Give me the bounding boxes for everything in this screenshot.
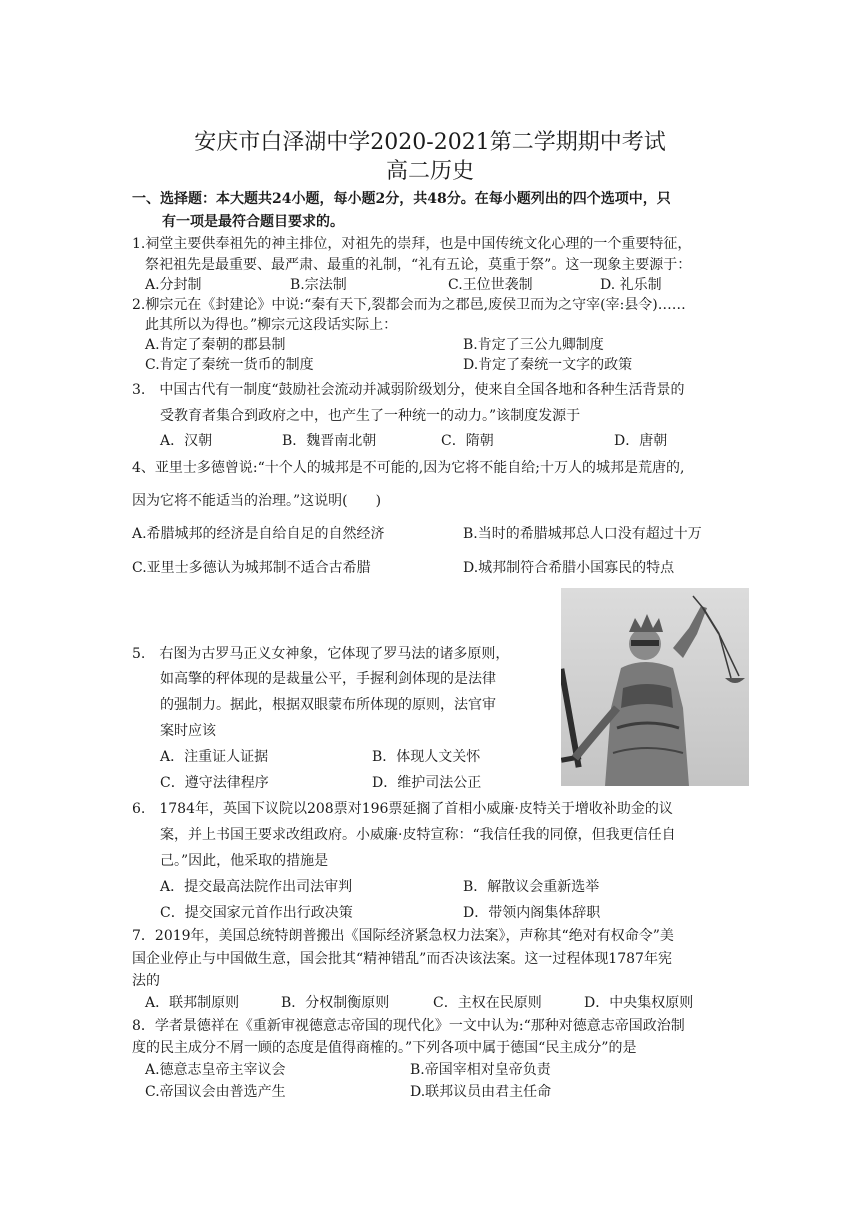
q8-option-a: A.德意志皇帝主宰议会 — [145, 1062, 286, 1078]
q2-option-d: D.肯定了秦统一文字的政策 — [463, 357, 633, 373]
q6-text-3: 己。”因此，他采取的措施是 — [160, 853, 329, 869]
q7-text-2: 国企业停止与中国做生意，国会批其“精神错乱”而否决该法案。这一过程体现1787年宪 — [132, 951, 672, 967]
q6-option-d: D．带领内阁集体辞职 — [463, 905, 601, 921]
q2-option-c: C.肯定了秦统一货币的制度 — [145, 357, 314, 373]
q4-text-2: 因为它将不能适当的治理。”这说明( ) — [132, 493, 382, 509]
q1-option-c: C.王位世袭制 — [448, 277, 533, 293]
section-heading: 一、选择题：本大题共24小题，每小题2分，共48分。在每小题列出的四个选项中，只 — [132, 191, 671, 207]
q3-option-a: A．汉朝 — [160, 433, 213, 449]
q3-option-d: D．唐朝 — [614, 433, 668, 449]
q4-option-a: A.希腊城邦的经济是自给自足的自然经济 — [132, 526, 385, 542]
q6-text-2: 案，并上书国王要求改组政府。小威廉·皮特宣称：“我信任我的同僚，但我更信任自 — [160, 827, 676, 843]
section-heading-cont: 有一项是最符合题目要求的。 — [162, 214, 344, 230]
q1-option-b: B.宗法制 — [290, 277, 347, 293]
q7-text-3: 法的 — [132, 973, 160, 989]
q7-text-1: 7．2019年，美国总统特朗普搬出《国际经济紧急权力法案》，声称其“绝对有权命令”美 — [132, 928, 674, 944]
q3-text-2: 受教育者集合到政府之中，也产生了一种统一的动力。”该制度发源于 — [160, 408, 581, 424]
q2-text-2: 此其所以为得也。”柳宗元这段话实际上： — [145, 317, 398, 333]
q8-option-d: D.联邦议员由君主任命 — [410, 1084, 552, 1100]
q3-text-1: 3. 中国古代有一制度“鼓励社会流动并减弱阶级划分，使来自全国各地和各种生活背景的 — [132, 382, 685, 398]
q4-text-1: 4、亚里士多德曾说:“十个人的城邦是不可能的,因为它将不能自给;十万人的城邦是荒唐的, — [132, 460, 685, 476]
q2-option-b: B.肯定了三公九卿制度 — [463, 337, 604, 353]
q1-text-1: 1.祠堂主要供奉祖先的神主排位，对祖先的崇拜，也是中国传统文化心理的一个重要特征， — [132, 236, 692, 252]
q5-text-4: 案时应该 — [160, 723, 216, 739]
q5-option-b: B．体现人文关怀 — [372, 749, 481, 765]
q1-text-2: 祭祀祖先是最重要、最严肃、最重的礼制，“礼有五论，莫重于祭”。这一现象主要源于： — [145, 257, 692, 273]
exam-title: 安庆市白泽湖中学2020-2021第二学期期中考试 — [194, 130, 666, 155]
q7-option-c: C．主权在民原则 — [433, 995, 542, 1011]
exam-subtitle: 高二历史 — [385, 159, 474, 184]
q2-text-1: 2.柳宗元在《封建论》中说:“秦有天下,裂都会而为之郡邑,废侯卫而为之守宰(宰:县令)…… — [132, 297, 686, 313]
q8-text-1: 8．学者景德祥在《重新审视德意志帝国的现代化》一文中认为:“那种对德意志帝国政治制 — [132, 1018, 685, 1034]
q4-option-d: D.城邦制符合希腊小国寡民的特点 — [463, 560, 675, 576]
q8-text-2: 度的民主成分不屑一顾的态度是值得商榷的。”下列各项中属于德国“民主成分”的是 — [132, 1040, 637, 1056]
justice-statue-image — [561, 588, 749, 786]
q1-option-d: D. 礼乐制 — [600, 277, 662, 293]
q5-text-3: 的强制力。据此，根据双眼蒙布所体现的原则，法官审 — [160, 697, 496, 713]
q8-option-b: B.帝国宰相对皇帝负责 — [410, 1062, 551, 1078]
q2-option-a: A.肯定了秦朝的郡县制 — [145, 337, 286, 353]
q6-option-c: C．提交国家元首作出行政决策 — [160, 905, 353, 921]
q6-option-a: A．提交最高法院作出司法审判 — [160, 879, 353, 895]
q5-option-d: D．维护司法公正 — [372, 775, 482, 791]
q7-option-d: D．中央集权原则 — [584, 995, 694, 1011]
q3-option-c: C．隋朝 — [441, 433, 494, 449]
q4-option-b: B.当时的希腊城邦总人口没有超过十万 — [463, 526, 702, 542]
q6-option-b: B．解散议会重新选举 — [463, 879, 600, 895]
q4-option-c: C.亚里士多德认为城邦制不适合古希腊 — [132, 560, 371, 576]
q6-text-1: 6. 1784年，英国下议院以208票对196票延搁了首相小威廉·皮特关于增收补助金的议 — [132, 801, 673, 817]
q5-text-2: 如高擎的秤体现的是裁量公平，手握利剑体现的是法律 — [160, 671, 496, 687]
q7-option-b: B．分权制衡原则 — [281, 995, 390, 1011]
q1-option-a: A.分封制 — [145, 277, 202, 293]
q5-option-a: A．注重证人证据 — [160, 749, 269, 765]
q7-option-a: A．联邦制原则 — [145, 995, 240, 1011]
q3-option-b: B．魏晋南北朝 — [282, 433, 377, 449]
q8-option-c: C.帝国议会由普选产生 — [145, 1084, 286, 1100]
q5-option-c: C．遵守法律程序 — [160, 775, 269, 791]
q5-text-1: 5. 右图为古罗马正义女神象，它体现了罗马法的诸多原则， — [132, 646, 510, 662]
